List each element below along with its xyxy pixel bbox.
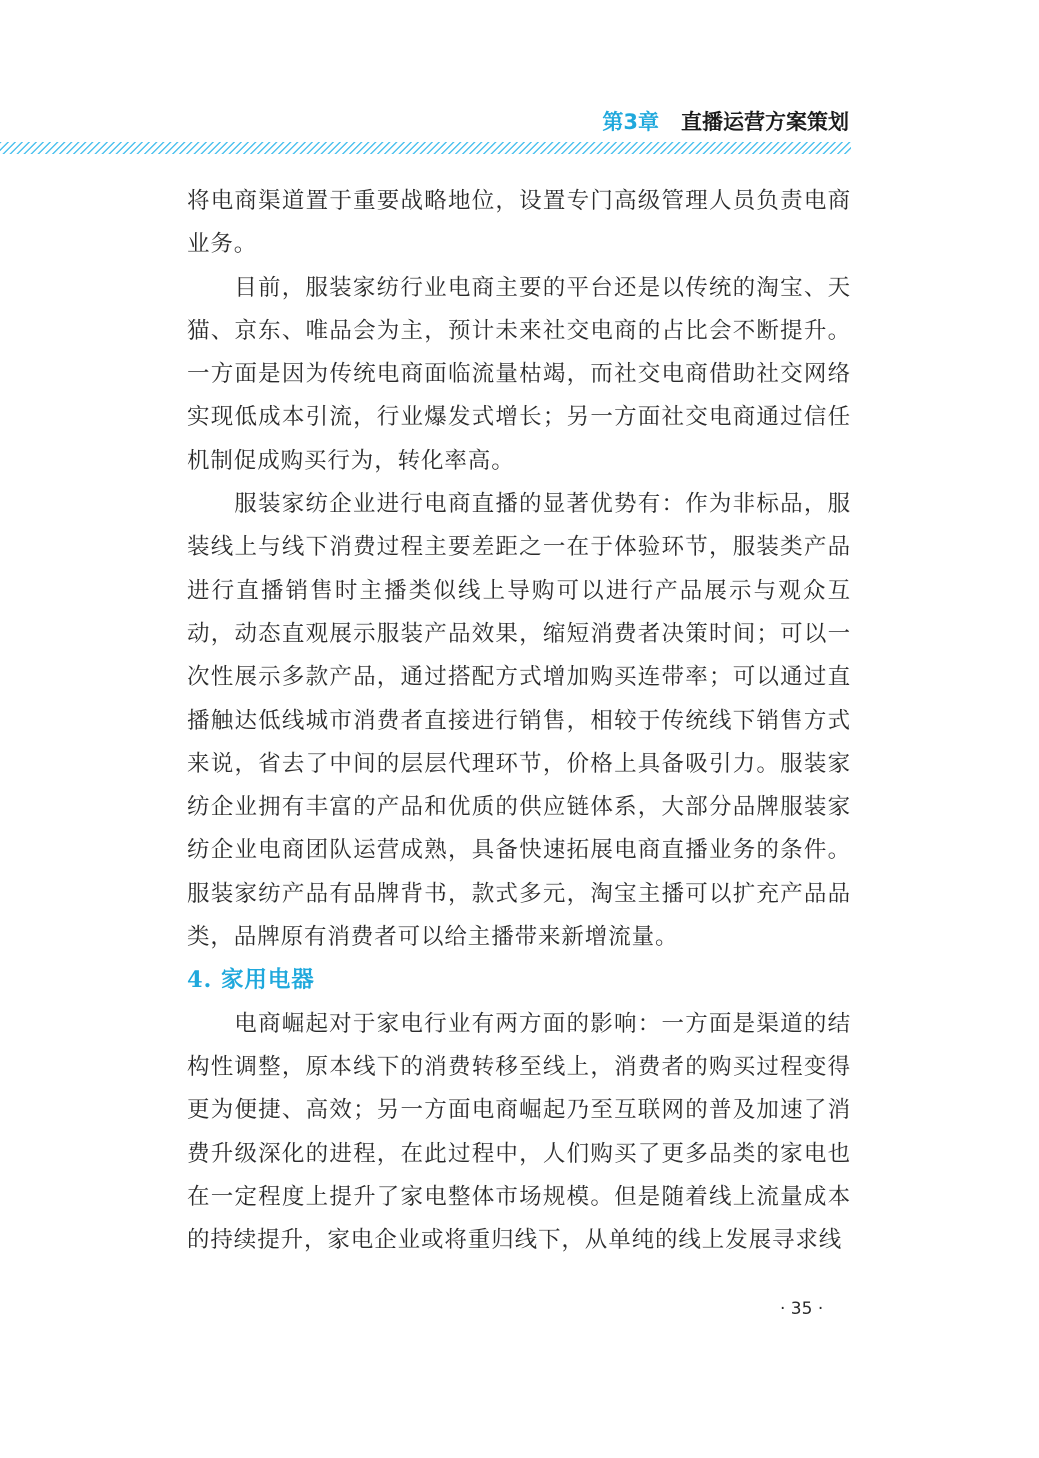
page-number: · 35 · bbox=[780, 1299, 824, 1319]
page-body bbox=[187, 180, 851, 1262]
paragraph: 服装家纺企业进行电商直播的显著优势有：作为非标品，服装线上与线下消费过程主要差距之一在于体验环节，服装类产品进行直播销售时主播类似线上导购可以进行产品展示与观众互动，动态直观展示服装产品效果，缩短消费者决策时间；可以一次性展示多款产品，通过搭配方式增加购买连带率；可以通过直播触达低线城市消费者直接进行销售，相较于传统线下销售方式来说，省去了中间的层层代理环节，价格上具备吸引力。服装家纺企业拥有丰富的产品和优质的供应链体系，大部分品牌服装家纺企业电商团队运营成熟，具备快速拓展电商直播业务的条件。服装家纺产品有品牌背书，款式多元，淘宝主播可以扩充产品品类，品牌原有消费者可以给主播带来新增流量。 bbox=[187, 491, 851, 951]
running-header bbox=[602, 107, 849, 137]
paragraph: 电商崛起对于家电行业有两方面的影响：一方面是渠道的结构性调整，原本线下的消费转移至线上，消费者的购买过程变得更为便捷、高效；另一方面电商崛起乃至互联网的普及加速了消费升级深化的进程，在此过程中，人们购买了更多品类的家电也在一定程度上提升了家电整体市场规模。但是随着线上流量成本的持续提升，家电企业或将重归线下，从单纯的线上发展寻求线 bbox=[187, 1010, 851, 1254]
section-heading: 4. 家用电器 bbox=[187, 967, 315, 994]
chapter-title: 直播运营方案策划 bbox=[681, 110, 849, 134]
paragraph-continued: 将电商渠道置于重要战略地位，设置专门高级管理人员负责电商业务。 bbox=[187, 188, 851, 258]
chapter-number: 第3章 bbox=[602, 110, 659, 134]
header-hatch-rule bbox=[0, 142, 851, 154]
paragraph: 目前，服装家纺行业电商主要的平台还是以传统的淘宝、天猫、京东、唯品会为主，预计未来社交电商的占比会不断提升。一方面是因为传统电商面临流量枯竭，而社交电商借助社交网络实现低成本引流，行业爆发式增长；另一方面社交电商通过信任机制促成购买行为，转化率高。 bbox=[187, 274, 851, 474]
